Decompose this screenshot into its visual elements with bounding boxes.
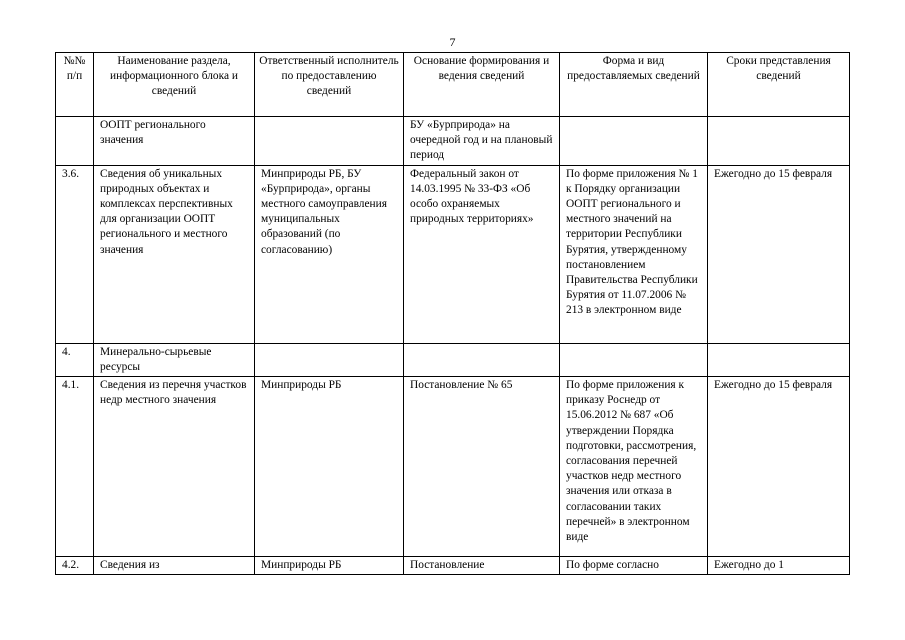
cell-responsible <box>255 343 404 376</box>
cell-responsible: Минприроды РБ <box>255 377 404 557</box>
page-number: 7 <box>449 35 456 49</box>
cell-basis: Постановление <box>404 557 560 575</box>
table-row <box>56 165 850 343</box>
cell-deadline <box>708 343 850 376</box>
cell-deadline: Ежегодно до 1 <box>708 557 850 575</box>
cell-form: По форме согласно <box>560 557 708 575</box>
cell-form: По форме приложения к приказу Роснедр от 15.06.2012 № 687 «Об утверждении Порядка подготовки, рассмотрения, согласования перечней участков недр местного значения или отказа в согласовании таких перечней» в электронном виде <box>560 377 708 557</box>
cell-responsible: Минприроды РБ, БУ «Бурприрода», органы местного самоуправления муниципальных образований (по согласованию) <box>255 165 404 343</box>
header-cell-section-name: Наименование раздела, информационного блока и сведений <box>94 53 255 117</box>
header-cell-form: Форма и вид предоставляемых сведений <box>560 53 708 117</box>
header-cell-number: №№ п/п <box>56 53 94 117</box>
cell-number: 4.2. <box>56 557 94 575</box>
cell-basis: Федеральный закон от 14.03.1995 № 33-ФЗ «Об особо охраняемых природных территориях» <box>404 165 560 343</box>
table-row <box>56 117 850 166</box>
table-header-row <box>56 53 850 117</box>
cell-deadline <box>708 117 850 166</box>
cell-form <box>560 343 708 376</box>
cell-section-name: Сведения об уникальных природных объектах и комплексах перспективных для организации ООПТ регионального и местного значения <box>94 165 255 343</box>
cell-section-name: Сведения из <box>94 557 255 575</box>
cell-number: 4. <box>56 343 94 376</box>
cell-responsible: Минприроды РБ <box>255 557 404 575</box>
cell-number: 3.6. <box>56 165 94 343</box>
table-row <box>56 343 850 376</box>
cell-form <box>560 117 708 166</box>
cell-number <box>56 117 94 166</box>
table-row <box>56 377 850 557</box>
cell-basis <box>404 343 560 376</box>
cell-deadline: Ежегодно до 15 февраля <box>708 377 850 557</box>
cell-number: 4.1. <box>56 377 94 557</box>
cell-responsible <box>255 117 404 166</box>
header-cell-responsible: Ответственный исполнитель по предоставлению сведений <box>255 53 404 117</box>
data-table <box>55 52 850 575</box>
cell-section-name: ООПТ регионального значения <box>94 117 255 166</box>
header-cell-deadline: Сроки представления сведений <box>708 53 850 117</box>
cell-deadline: Ежегодно до 15 февраля <box>708 165 850 343</box>
cell-form: По форме приложения № 1 к Порядку организации ООПТ регионального и местного значений на территории Республики Бурятия, утвержденному постановлением Правительства Республики Бурятия от 11.07.2006 № 213 в электронном виде <box>560 165 708 343</box>
cell-basis: Постановление № 65 <box>404 377 560 557</box>
header-cell-basis: Основание формирования и ведения сведений <box>404 53 560 117</box>
cell-section-name: Сведения из перечня участков недр местного значения <box>94 377 255 557</box>
cell-section-name: Минерально-сырьевые ресурсы <box>94 343 255 376</box>
cell-basis: БУ «Бурприрода» на очередной год и на плановый период <box>404 117 560 166</box>
table-row <box>56 557 850 575</box>
